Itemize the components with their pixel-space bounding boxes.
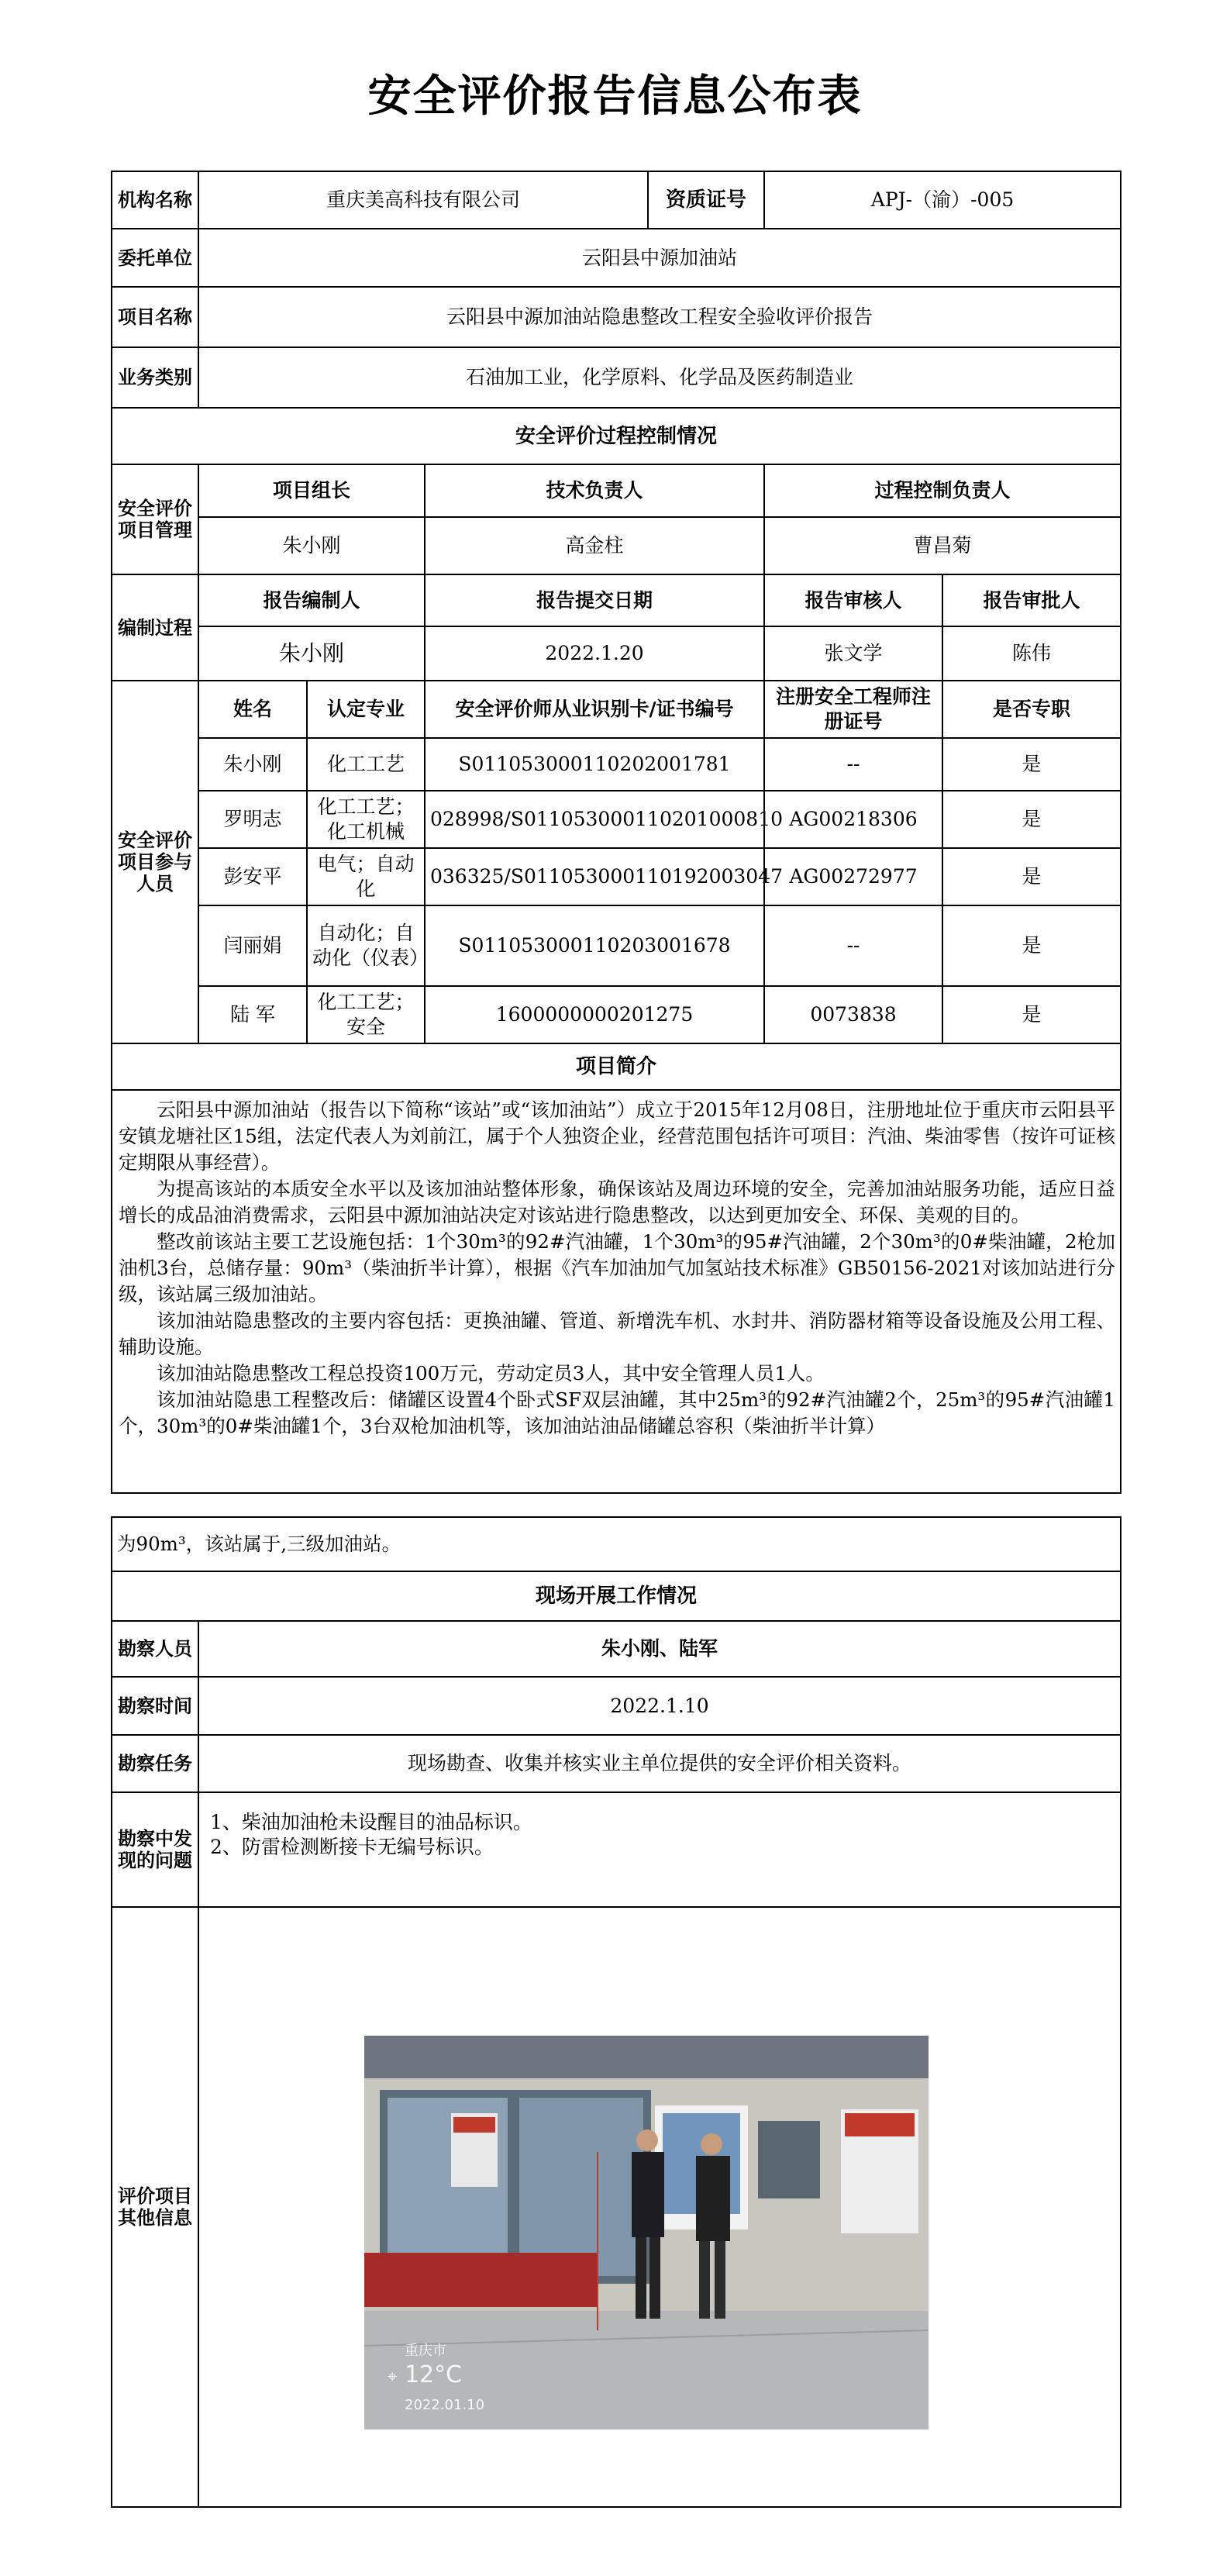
staff-name: 罗明志 (198, 791, 307, 848)
qual-label: 资质证号 (648, 171, 764, 229)
staff-header-major: 认定专业 (307, 681, 425, 738)
survey-task-label: 勘察任务 (112, 1735, 198, 1792)
intro-body (112, 1090, 1121, 1493)
approver-header: 报告审批人 (942, 574, 1121, 626)
intro-paragraph: 云阳县中源加油站（报告以下简称“该站”或“该加油站”）成立于2015年12月08日，注册地址位于重庆市云阳县平安镇龙塘社区15组，法定代表人为刘前江，属于个人独资企业，经营范围包括许可项目：汽油、柴油零售（按许可证核定期限从事经营）。 (119, 1098, 1116, 1174)
table-row (112, 986, 1121, 1043)
issue-item: 1、柴油加油枪未设醒目的油品标识。 (210, 1811, 532, 1833)
staff-reg: -- (764, 905, 942, 986)
survey-time-value: 2022.1.10 (198, 1677, 1121, 1735)
compile-label: 编制过程 (112, 574, 198, 681)
other-info-label: 评价项目其他信息 (112, 1907, 198, 2507)
category-value: 石油加工业，化学原料、化学品及医药制造业 (198, 347, 1121, 408)
staff-header-card: 安全评价师从业识别卡/证书编号 (425, 681, 764, 738)
client-label: 委托单位 (112, 229, 198, 287)
staff-full: 是 (942, 848, 1121, 905)
photo-temp: 12°C (404, 2361, 463, 2388)
site-photo (364, 2036, 929, 2429)
org-label: 机构名称 (112, 171, 198, 229)
tech-header: 技术负责人 (425, 464, 764, 517)
staff-header-name: 姓名 (198, 681, 307, 738)
photo-city: 重庆市 (405, 2343, 446, 2359)
issues-label: 勘察中发现的问题 (112, 1792, 198, 1907)
tech-value: 高金柱 (425, 517, 764, 574)
reviewer-value: 张文学 (764, 626, 942, 681)
issues-list (198, 1792, 1121, 1907)
intro-paragraph: 该加油站隐患工程整改后：储罐区设置4个卧式SF双层油罐，其中25m³的92#汽油罐2个，25m³的95#汽油罐1个，30m³的0#柴油罐1个，3台双枪加油机等，该加油站油品储罐总容积（柴油折半计算） (119, 1388, 1116, 1437)
photo-date: 2022.01.10 (405, 2397, 485, 2413)
survey-people-value: 朱小刚、陆军 (198, 1621, 1121, 1677)
reviewer-header: 报告审核人 (764, 574, 942, 626)
staff-full: 是 (942, 791, 1121, 848)
staff-reg: AG00272977 (764, 848, 942, 905)
control-value: 曹昌菊 (764, 517, 1121, 574)
survey-time-label: 勘察时间 (112, 1677, 198, 1735)
staff-major: 电气；自动化 (307, 848, 425, 905)
project-value: 云阳县中源加油站隐患整改工程安全验收评价报告 (198, 287, 1121, 347)
staff-name: 闫丽娟 (198, 905, 307, 986)
mgmt-label: 安全评价项目管理 (112, 464, 198, 574)
qual-value: APJ-（渝）-005 (764, 171, 1121, 229)
staff-card: S011053000110203001678 (425, 905, 764, 986)
date-header: 报告提交日期 (425, 574, 764, 626)
staff-full: 是 (942, 905, 1121, 986)
staff-full: 是 (942, 738, 1121, 791)
author-header: 报告编制人 (198, 574, 425, 626)
table-row (112, 738, 1121, 791)
location-pin-icon: ⌖ (388, 2367, 398, 2387)
issue-item: 2、防雷检测断接卡无编号标识。 (210, 1836, 494, 1858)
author-value: 朱小刚 (198, 626, 425, 681)
staff-major: 化工工艺 (307, 738, 425, 791)
approver-value: 陈伟 (942, 626, 1121, 681)
staff-card: 036325/S011053000110192003047 (425, 848, 764, 905)
intro-paragraph: 该加油站隐患整改工程总投资100万元，劳动定员3人，其中安全管理人员1人。 (157, 1362, 825, 1385)
leader-value: 朱小刚 (198, 517, 425, 574)
staff-full: 是 (942, 986, 1121, 1043)
staff-name: 朱小刚 (198, 738, 307, 791)
date-value: 2022.1.20 (425, 626, 764, 681)
category-label: 业务类别 (112, 347, 198, 408)
field-section-title: 现场开展工作情况 (112, 1571, 1121, 1621)
project-label: 项目名称 (112, 287, 198, 347)
staff-reg: -- (764, 738, 942, 791)
staff-card: S011053000110202001781 (425, 738, 764, 791)
intro-title: 项目简介 (112, 1043, 1121, 1090)
info-table (111, 171, 1121, 1494)
process-section-title: 安全评价过程控制情况 (112, 408, 1121, 464)
intro-paragraph: 整改前该站主要工艺设施包括：1个30m³的92#汽油罐，1个30m³的95#汽油罐，2个30m³的0#柴油罐，2枪加油机3台，总储存量：90m³（柴油折半计算），根据《汽车加油加气加氢站技术标准》GB50156-2021对该加站进行分级，该站属三级加油站。 (119, 1230, 1116, 1305)
staff-major: 化工工艺；安全 (307, 986, 425, 1043)
staff-header-full: 是否专职 (942, 681, 1121, 738)
staff-reg: 0073838 (764, 986, 942, 1043)
staff-card: 1600000000201275 (425, 986, 764, 1043)
org-value: 重庆美高科技有限公司 (198, 171, 648, 229)
photo-temperature (388, 2361, 462, 2388)
intro-paragraph: 该加油站隐患整改的主要内容包括：更换油罐、管道、新增洗车机、水封井、消防器材箱等设备设施及公用工程、辅助设施。 (119, 1309, 1116, 1358)
table-row (112, 848, 1121, 905)
leader-header: 项目组长 (198, 464, 425, 517)
survey-task-value: 现场勘查、收集并核实业主单位提供的安全评价相关资料。 (198, 1735, 1121, 1792)
intro-continuation: 为90m³，该站属于,三级加油站。 (112, 1517, 1121, 1571)
staff-card: 028998/S011053000110201000810 (425, 791, 764, 848)
page-title: 安全评价报告信息公布表 (367, 71, 863, 122)
staff-major: 自动化；自动化（仪表） (307, 905, 425, 986)
intro-paragraph: 为提高该站的本质安全水平以及该加油站整体形象，确保该站及周边环境的安全，完善加油站服务功能，适应日益增长的成品油消费需求，云阳县中源加油站决定对该站进行隐患整改，以达到更加安全、环保、美观的目的。 (119, 1178, 1116, 1226)
staff-reg: AG00218306 (764, 791, 942, 848)
staff-name: 彭安平 (198, 848, 307, 905)
table-row (112, 905, 1121, 986)
control-header: 过程控制负责人 (764, 464, 1121, 517)
staff-header-reg: 注册安全工程师注册证号 (764, 681, 942, 738)
staff-major: 化工工艺；化工机械 (307, 791, 425, 848)
staff-name: 陆 军 (198, 986, 307, 1043)
staff-label: 安全评价项目参与人员 (112, 681, 198, 1043)
survey-people-label: 勘察人员 (112, 1621, 198, 1677)
table-row (112, 791, 1121, 848)
client-value: 云阳县中源加油站 (198, 229, 1121, 287)
